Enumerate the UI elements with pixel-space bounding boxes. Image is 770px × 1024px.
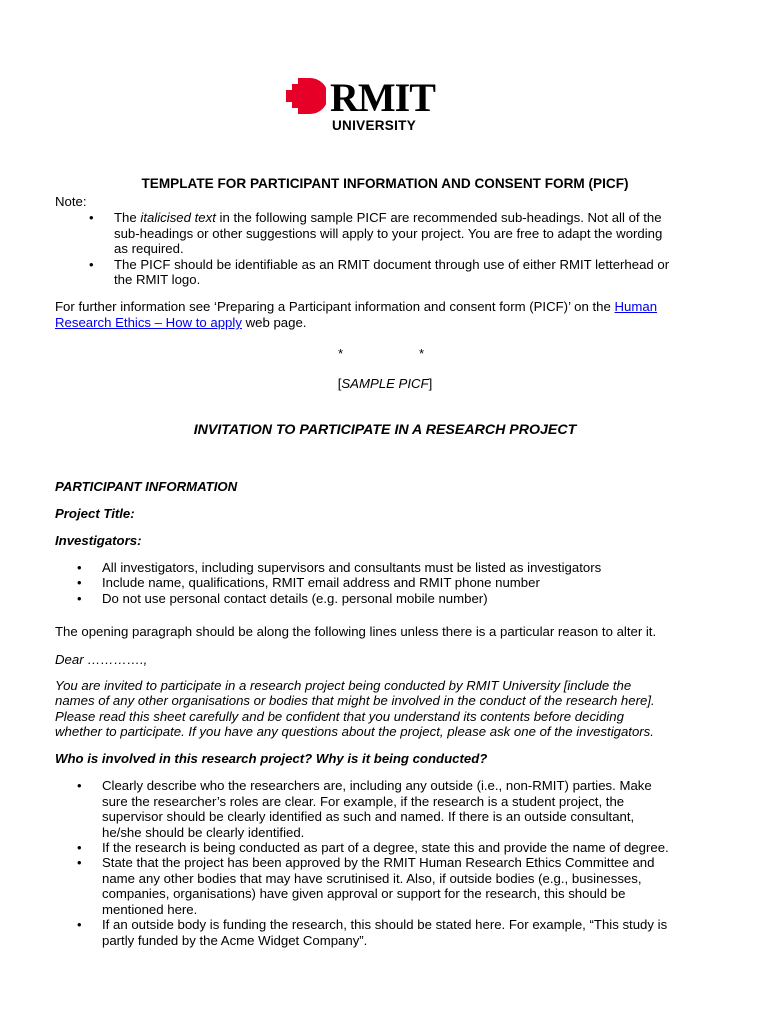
asterisk-left: * xyxy=(338,346,344,361)
logo-wordmark: RMIT xyxy=(330,75,435,120)
note-item-1-line-2: sub-headings or other suggestions will apply to your project. You are free to adapt the wording xyxy=(114,226,663,241)
investigator-item: All investigators, including supervisors and consultants must be listed as investigators xyxy=(102,560,602,575)
note-label: Note: xyxy=(55,194,87,209)
project-title-label: Project Title: xyxy=(55,506,135,521)
investigator-item: Do not use personal contact details (e.g. personal mobile number) xyxy=(102,591,488,606)
bullet-icon: • xyxy=(77,855,82,870)
who-item-1-line: supervisor should be clearly identified as such and named. If there is an outside consultant, xyxy=(102,809,635,824)
note-item-2-line-2: the RMIT logo. xyxy=(114,272,201,287)
rmit-pixel-logo-icon xyxy=(284,78,326,114)
how-to-apply-link[interactable]: Human xyxy=(614,299,658,314)
who-item-3-line: mentioned here. xyxy=(102,902,198,917)
bullet-icon: • xyxy=(77,778,82,793)
who-item-1-line: sure the researcher’s roles are clear. For example, if the research is a student project, the xyxy=(102,794,625,809)
asterisk-right: * xyxy=(419,346,425,361)
note-item-1-line-1 xyxy=(114,210,662,226)
invite-line-4: whether to participate. If you have any questions about the project, please ask one of the investigators. xyxy=(55,724,654,739)
logo-subtitle: UNIVERSITY xyxy=(332,118,417,133)
who-item-4-line: If an outside body is funding the research, this should be stated here. For example, “This study is xyxy=(102,917,668,932)
who-item-4-line: partly funded by the Acme Widget Company”. xyxy=(102,933,368,948)
sample-picf-text: SAMPLE PICF xyxy=(341,376,429,391)
how-to-apply-link-cont[interactable]: Research Ethics – How to apply xyxy=(55,315,242,330)
invite-line-3: Please read this sheet carefully and be confident that you understand its contents before deciding xyxy=(55,709,624,724)
opening-paragraph: The opening paragraph should be along the following lines unless there is a particular reason to alter it. xyxy=(55,624,657,639)
bracket-open: [ xyxy=(337,376,342,391)
bullet-icon: • xyxy=(89,210,94,225)
who-item-1-line: Clearly describe who the researchers are, including any outside (i.e., non-RMIT) parties. Make xyxy=(102,778,652,793)
further-info-suffix: web page. xyxy=(241,315,307,330)
who-item-1-line: he/she should be clearly identified. xyxy=(102,825,305,840)
rmit-logo xyxy=(284,75,448,136)
bullet-icon: • xyxy=(77,560,82,575)
note-item-1-pre: The xyxy=(114,210,141,225)
dear-line: Dear …………., xyxy=(55,652,148,667)
note-item-1-em: italicised text xyxy=(140,210,216,225)
who-item-3-line: name any other bodies that may have scrutinised it. Also, if outside bodies (e.g., businesses, xyxy=(102,871,642,886)
note-item-1-text: in the following sample PICF are recommended sub-headings. Not all of the xyxy=(215,210,662,225)
bullet-icon: • xyxy=(77,591,82,606)
bullet-icon: • xyxy=(77,575,82,590)
who-item-3-line: State that the project has been approved by the RMIT Human Research Ethics Committee and xyxy=(102,855,655,870)
note-item-1-line-3: as required. xyxy=(114,241,184,256)
participant-info-heading: PARTICIPANT INFORMATION xyxy=(55,479,238,494)
who-item-2-line: If the research is being conducted as part of a degree, state this and provide the name of degree. xyxy=(102,840,669,855)
invite-line-2: names of any other organisations or bodies that might be involved in the conduct of the research here]. xyxy=(55,693,655,708)
investigators-label: Investigators: xyxy=(55,533,142,548)
bullet-icon: • xyxy=(77,840,82,855)
note-item-2-line-1: The PICF should be identifiable as an RMIT document through use of either RMIT letterhead or xyxy=(114,257,670,272)
bullet-icon: • xyxy=(89,257,94,272)
template-title: TEMPLATE FOR PARTICIPANT INFORMATION AND CONSENT FORM (PICF) xyxy=(141,176,629,191)
further-info-line-2 xyxy=(55,315,306,331)
sample-picf-label xyxy=(0,376,770,392)
bracket-close: ] xyxy=(428,376,433,391)
invite-line-1: You are invited to participate in a research project being conducted by RMIT University [include the xyxy=(55,678,632,693)
further-info-line-1 xyxy=(55,299,657,315)
investigator-item: Include name, qualifications, RMIT email address and RMIT phone number xyxy=(102,575,540,590)
further-info-text: For further information see ‘Preparing a Participant information and consent form (PICF)’ on the xyxy=(55,299,615,314)
bullet-icon: • xyxy=(77,917,82,932)
who-item-3-line: companies, organisations) have given approval or support for the research, this should be xyxy=(102,886,626,901)
who-heading: Who is involved in this research project? Why is it being conducted? xyxy=(55,751,488,766)
invitation-heading: INVITATION TO PARTICIPATE IN A RESEARCH PROJECT xyxy=(193,422,577,438)
